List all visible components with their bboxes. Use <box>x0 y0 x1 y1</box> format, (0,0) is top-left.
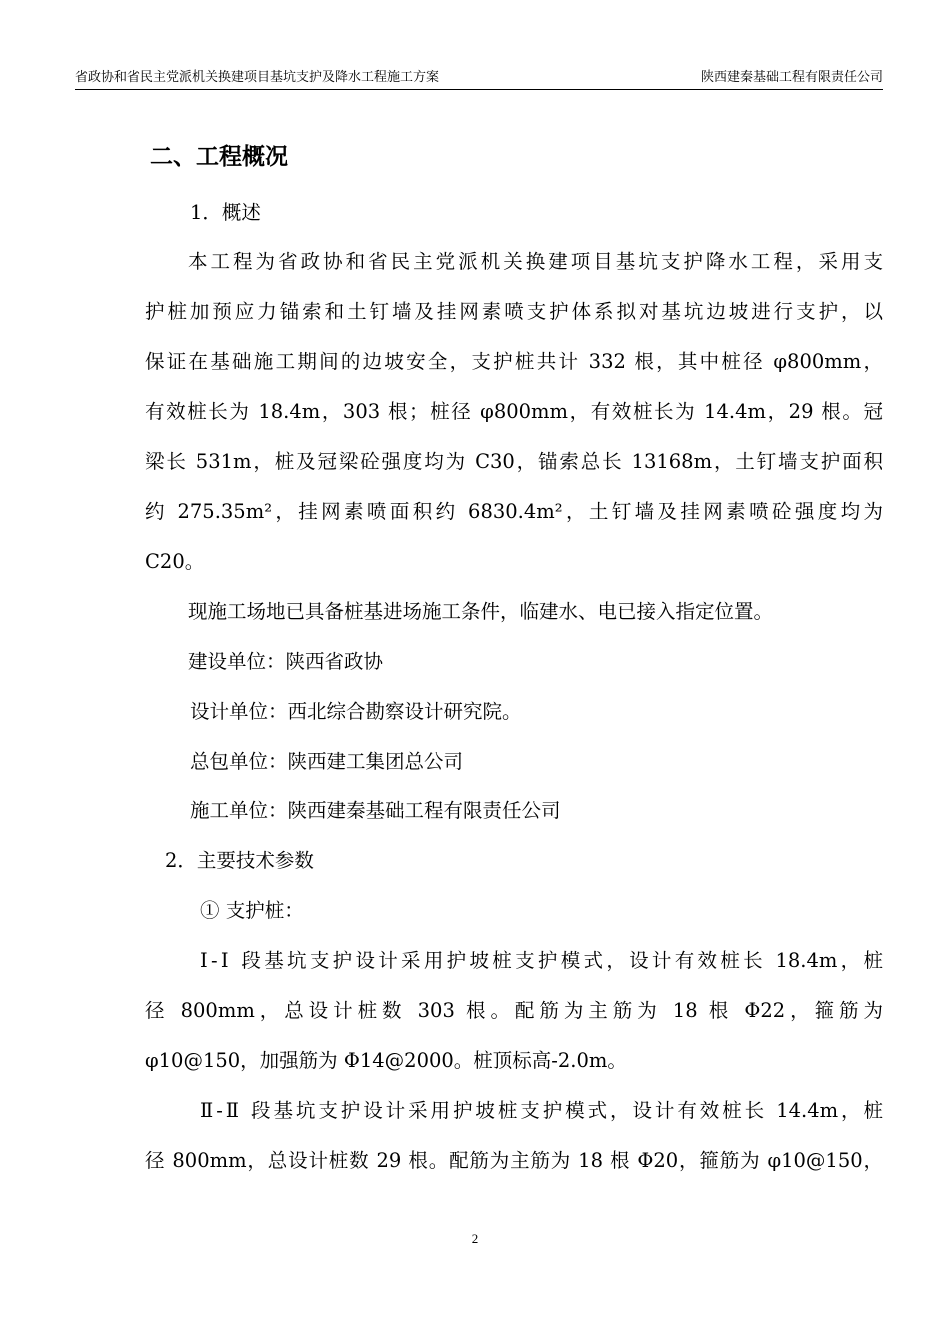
section-1-para-line: 径 800mm，总设计桩数 303 根。配筋为主筋为 18 根 Φ22，箍筋为 <box>145 999 883 1022</box>
contractor-text: 总包单位：陕西建工集团总公司 <box>190 750 464 773</box>
header-rule <box>75 89 883 90</box>
section-2-para-line: 径 800mm，总设计桩数 29 根。配筋为主筋为 18 根 Φ20，箍筋为 φ10@150， <box>145 1149 883 1172</box>
overview-para-line: 本工程为省政协和省民主党派机关换建项目基坑支护降水工程，采用支 <box>188 250 883 273</box>
site-condition-text: 现施工场地已具备桩基进场施工条件，临建水、电已接入指定位置。 <box>188 600 774 623</box>
overview-para-line: C20。 <box>145 550 205 573</box>
page-header <box>75 66 883 88</box>
section-1-para-line: φ10@150，加强筋为 Φ14@2000。桩顶标高-2.0m。 <box>145 1049 627 1072</box>
header-company-name: 陕西建秦基础工程有限责任公司 <box>700 70 883 85</box>
section-1-para-line: Ⅰ-Ⅰ 段基坑支护设计采用护坡桩支护模式，设计有效桩长 18.4m，桩 <box>200 949 883 972</box>
designer-text: 设计单位：西北综合勘察设计研究院。 <box>190 700 522 723</box>
support-pile-heading: ① 支护桩： <box>200 899 304 922</box>
builder-text: 施工单位：陕西建秦基础工程有限责任公司 <box>190 799 561 822</box>
header-project-title: 省政协和省民主党派机关换建项目基坑支护及降水工程施工方案 <box>75 70 440 85</box>
overview-para-line: 保证在基础施工期间的边坡安全，支护桩共计 332 根，其中桩径 φ800mm， <box>145 350 883 373</box>
page-number: 2 <box>471 1231 479 1246</box>
overview-heading: 1．概述 <box>190 201 261 224</box>
overview-para-line: 护桩加预应力锚索和土钉墙及挂网素喷支护体系拟对基坑边坡进行支护，以 <box>145 300 883 323</box>
owner-text: 建设单位：陕西省政协 <box>188 650 384 673</box>
section-2-para-line: Ⅱ-Ⅱ 段基坑支护设计采用护坡桩支护模式，设计有效桩长 14.4m，桩 <box>200 1099 883 1122</box>
overview-para-line: 有效桩长为 18.4m，303 根；桩径 φ800mm，有效桩长为 14.4m，29 根。冠 <box>145 400 883 423</box>
tech-heading: 2．主要技术参数 <box>165 849 314 872</box>
section-title: 二、工程概况 <box>150 144 288 170</box>
overview-para-line: 梁长 531m，桩及冠梁砼强度均为 C30，锚索总长 13168m，土钉墙支护面积 <box>145 450 883 473</box>
overview-para-line: 约 275.35m²，挂网素喷面积约 6830.4m²，土钉墙及挂网素喷砼强度均为 <box>145 500 883 523</box>
